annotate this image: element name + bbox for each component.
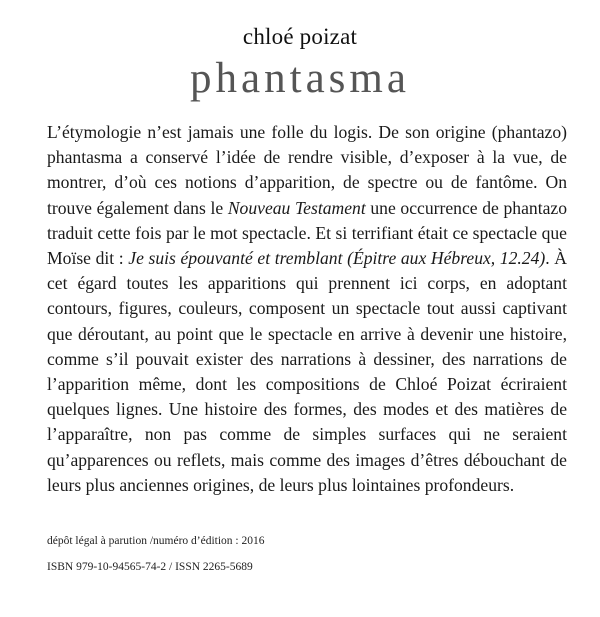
text-segment-1: L’étymologie n’est jamais une folle du logis. De son origine (phantazo) phantasma a conservé l’idée de rendre visible, d’exposer à la vue, de montrer, d’où ces notions d’apparition, de spectre ou de fantôme. On trouve également dans le: [47, 122, 567, 218]
author-name: chloé poizat: [242, 24, 358, 49]
description-text: [47, 120, 567, 498]
italic-reference-nouveau-testament: Nouveau Testament: [227, 197, 366, 218]
book-title: phantasma: [190, 55, 410, 102]
text-segment-2: une occurrence de phantazo traduit cette fois par le mot spectacle. Et si terrifiant était ce spectacle que Moïse dit :: [47, 197, 567, 269]
description-paragraph: [47, 120, 567, 498]
italic-quote: Je suis épouvanté et tremblant (Épitre aux Hébreux, 12.24): [128, 248, 546, 269]
text-segment-3: . À cet égard toutes les apparitions qui prennent ici corps, en adoptant contours, figures, couleurs, composent un spectacle tout aussi captivant que déroutant, au point que le spectacle en arrive à devenir une histoire, comme s’il pouvait exister des narrations à dessiner, des narrations de l’apparition même, dont les compositions de Chloé Poizat écriraient quelques lignes. Une histoire des formes, des modes et des matières de l’apparaître, non pas comme de simples surfaces qui ne seraient qu’apparences ou reflets, mais comme des images d’êtres débouchant de leurs plus anciennes origines, de leurs plus lointaines profondeurs.: [47, 248, 567, 495]
legal-deposit-line: dépôt légal à parution /numéro d’édition : 2016: [47, 535, 265, 547]
isbn-line: ISBN 979-10-94565-74-2 / ISSN 2265-5689: [47, 561, 253, 573]
colophon: [47, 528, 567, 580]
